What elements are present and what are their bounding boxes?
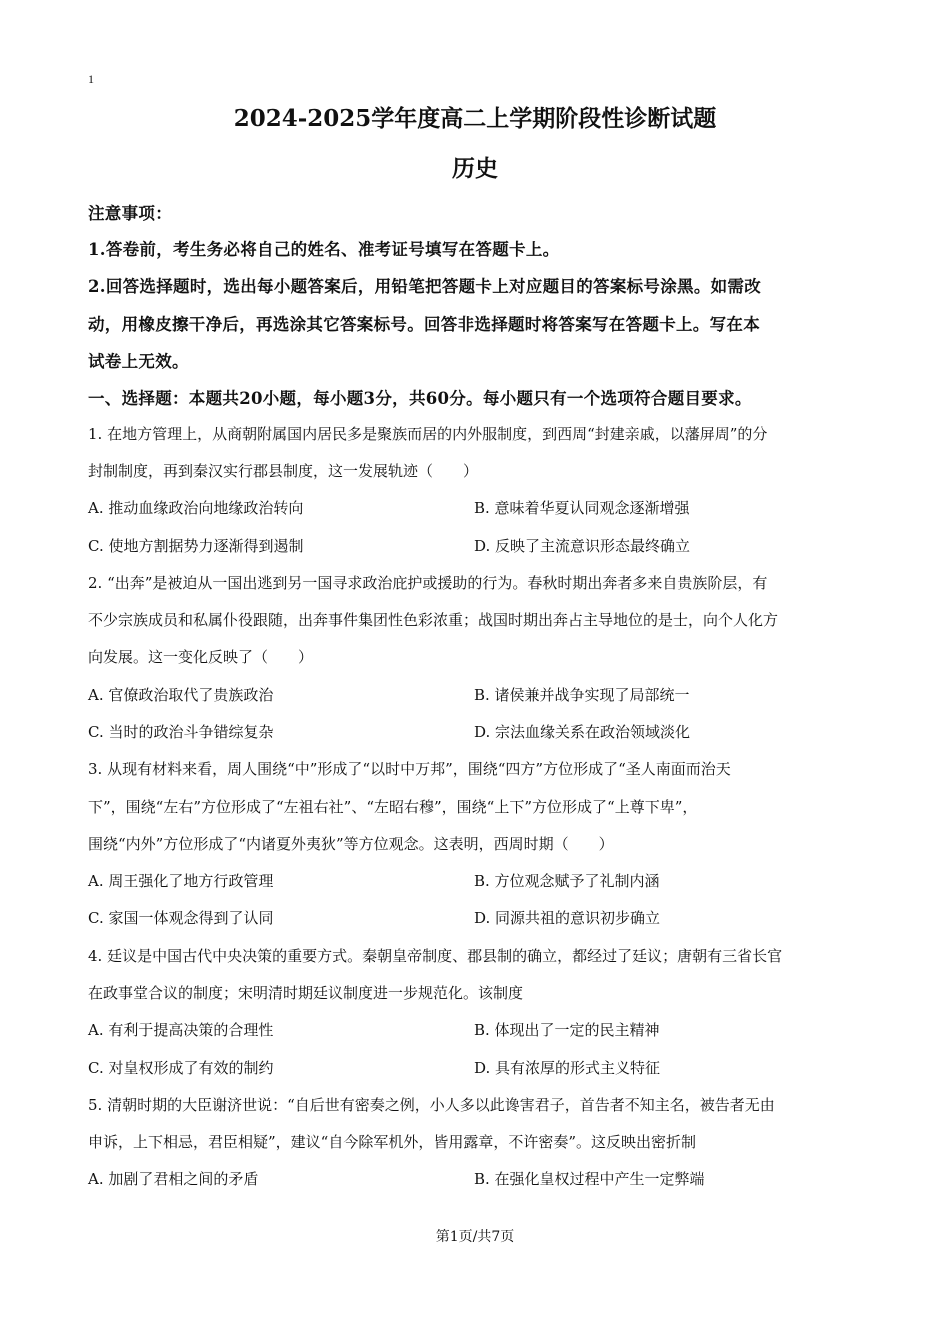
question-2-option-b: B. 诸侯兼并战争实现了局部统一	[474, 686, 690, 704]
question-1-option-a: A. 推动血缘政治向地缘政治转向	[88, 499, 304, 517]
question-1-line: 1. 在地方管理上，从商朝附属国内居民多是聚族而居的内外服制度，到西周“封建亲戚，以藩屏周”的分	[88, 425, 768, 443]
question-4-line: 4. 廷议是中国古代中央决策的重要方式。秦朝皇帝制度、郡县制的确立，都经过了廷议；唐朝有三省长官	[88, 947, 783, 965]
question-3-option-d: D. 同源共祖的意识初步确立	[474, 909, 661, 927]
subject-title: 历史	[452, 155, 498, 182]
page-marker: 1	[88, 72, 94, 86]
question-2-line: 不少宗族成员和私属仆役跟随，出奔事件集团性色彩浓重；战国时期出奔占主导地位的是士，向个人化方	[88, 611, 779, 629]
question-2-line: 2. “出奔”是被迫从一国出逃到另一国寻求政治庇护或援助的行为。春秋时期出奔者多来自贵族阶层，有	[88, 574, 768, 592]
notice-item: 动，用橡皮擦干净后，再选涂其它答案标号。回答非选择题时将答案写在答题卡上。写在本	[88, 315, 760, 334]
question-1-option-b: B. 意味着华夏认同观念逐渐增强	[474, 499, 690, 517]
question-1-option-c: C. 使地方割据势力逐渐得到遏制	[88, 537, 304, 555]
notice-item: 试卷上无效。	[88, 352, 189, 371]
question-3-line: 下”，围绕“左右”方位形成了“左祖右社”、“左昭右穆”，围绕“上下”方位形成了“上尊下卑”，	[88, 798, 698, 816]
section-heading: 一、选择题：本题共20小题，每小题3分，共60分。每小题只有一个选项符合题目要求。	[88, 389, 752, 408]
question-4-line: 在政事堂合议的制度；宋明清时期廷议制度进一步规范化。该制度	[88, 984, 524, 1002]
question-2-option-a: A. 官僚政治取代了贵族政治	[88, 686, 274, 704]
question-3-line: 3. 从现有材料来看，周人围绕“中”形成了“以时中万邦”，围绕“四方”方位形成了“圣人南面而治天	[88, 760, 731, 778]
question-3-option-b: B. 方位观念赋予了礼制内涵	[474, 872, 660, 890]
question-4-option-b: B. 体现出了一定的民主精神	[474, 1021, 660, 1039]
page-footer: 第1页/共7页	[435, 1229, 515, 1245]
question-1-option-d: D. 反映了主流意识形态最终确立	[474, 537, 691, 555]
notice-item: 2.回答选择题时，选出每小题答案后，用铅笔把答题卡上对应题目的答案标号涂黑。如需改	[88, 277, 762, 296]
question-5-line: 5. 清朝时期的大臣谢济世说：“自后世有密奏之例，小人多以此谗害君子，首告者不知主名，被告者无由	[88, 1096, 775, 1114]
question-3-line: 围绕“内外”方位形成了“内诸夏外夷狄”等方位观念。这表明，西周时期（ ）	[88, 835, 614, 853]
question-5-line: 申诉，上下相忌，君臣相疑”，建议“自今除军机外，皆用露章，不许密奏”。这反映出密折制	[88, 1133, 697, 1151]
question-4-option-d: D. 具有浓厚的形式主义特征	[474, 1059, 661, 1077]
question-4-option-a: A. 有利于提高决策的合理性	[88, 1021, 274, 1039]
question-2-option-c: C. 当时的政治斗争错综复杂	[88, 723, 274, 741]
notice-item: 1.答卷前，考生务必将自己的姓名、准考证号填写在答题卡上。	[88, 240, 560, 259]
question-4-option-c: C. 对皇权形成了有效的制约	[88, 1059, 274, 1077]
question-5-option-b: B. 在强化皇权过程中产生一定弊端	[474, 1170, 705, 1188]
exam-title: 2024-2025学年度高二上学期阶段性诊断试题	[233, 105, 717, 132]
question-5-option-a: A. 加剧了君相之间的矛盾	[88, 1170, 259, 1188]
question-3-option-c: C. 家国一体观念得到了认同	[88, 909, 274, 927]
question-3-option-a: A. 周王强化了地方行政管理	[88, 872, 274, 890]
question-2-line: 向发展。这一变化反映了（ ）	[88, 648, 314, 666]
question-2-option-d: D. 宗法血缘关系在政治领域淡化	[474, 723, 691, 741]
notice-heading: 注意事项：	[88, 204, 172, 223]
question-1-line: 封制制度，再到秦汉实行郡县制度，这一发展轨迹（ ）	[88, 462, 479, 480]
